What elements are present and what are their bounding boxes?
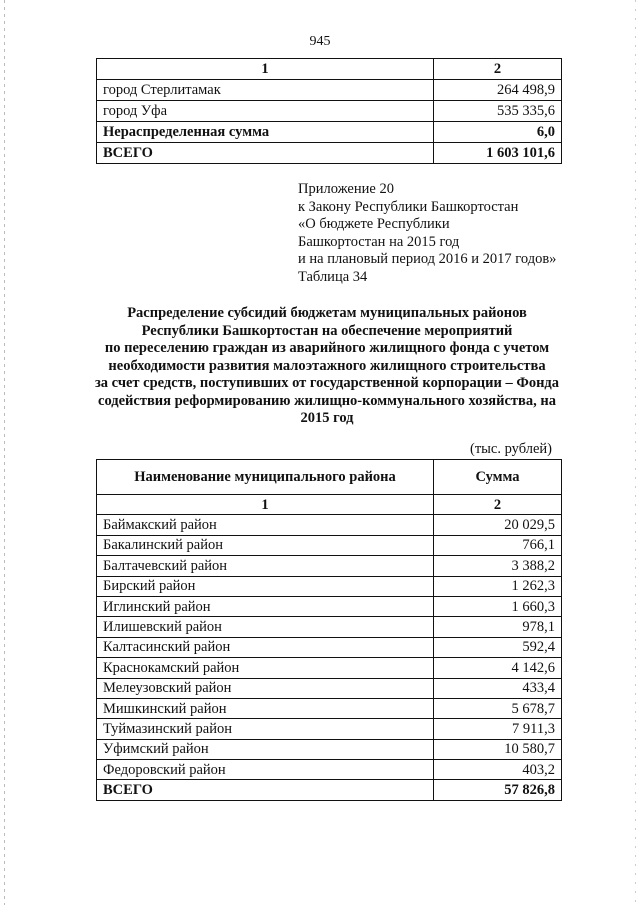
column-number: 1 — [97, 59, 434, 80]
district-name: Иглинский район — [97, 596, 434, 616]
district-name: Федоровский район — [97, 760, 434, 780]
table-row — [97, 719, 562, 739]
district-name: Туймазинский район — [97, 719, 434, 739]
table-row — [97, 658, 562, 678]
table-row — [97, 556, 562, 576]
appendix-line: Приложение 20 — [298, 181, 394, 197]
row-name: город Стерлитамак — [97, 80, 434, 101]
column-number-row — [97, 495, 562, 515]
district-amount: 1 660,3 — [434, 596, 562, 616]
table-row — [97, 760, 562, 780]
column-number: 1 — [97, 495, 434, 515]
column-header-name: Наименование муниципального района — [97, 460, 434, 495]
appendix-line: Башкортостан на 2015 год — [298, 233, 460, 250]
district-name: Уфимский район — [97, 739, 434, 759]
table-row — [97, 576, 562, 596]
total-row — [97, 780, 562, 800]
column-header-sum: Сумма — [434, 460, 562, 495]
table-row — [97, 122, 562, 143]
title-line: 2015 год — [300, 410, 354, 426]
scan-edge-left — [4, 0, 5, 905]
district-amount: 1 262,3 — [434, 576, 562, 596]
page-number: 945 — [309, 34, 331, 49]
district-name: Мишкинский район — [97, 698, 434, 718]
district-amount: 978,1 — [434, 617, 562, 637]
district-amount: 7 911,3 — [434, 719, 562, 739]
table-row — [97, 80, 562, 101]
district-name: Балтачевский район — [97, 556, 434, 576]
table-row — [97, 617, 562, 637]
total-label: ВСЕГО — [97, 780, 434, 800]
district-amount: 403,2 — [434, 760, 562, 780]
district-name: Бирский район — [97, 576, 434, 596]
district-amount: 5 678,7 — [434, 698, 562, 718]
table-row — [97, 678, 562, 698]
column-number: 2 — [434, 59, 562, 80]
district-name: Бакалинский район — [97, 535, 434, 555]
title-line: Распределение субсидий бюджетам муниципальных районов — [127, 305, 527, 321]
scan-edge-right — [635, 0, 636, 905]
district-amount: 10 580,7 — [434, 739, 562, 759]
district-name: Калтасинский район — [97, 637, 434, 657]
table-row — [97, 596, 562, 616]
table-body — [97, 515, 562, 780]
table-row — [97, 698, 562, 718]
total-value: 57 826,8 — [434, 780, 562, 800]
title-line: необходимости развития малоэтажного жилищного строительства — [108, 357, 546, 374]
appendix-header — [298, 181, 556, 286]
district-amount: 20 029,5 — [434, 515, 562, 535]
appendix-line: и на плановый период 2016 и 2017 годов» — [298, 251, 557, 267]
table-title — [84, 305, 570, 428]
district-name: Илишевский район — [97, 617, 434, 637]
district-name: Баймакский район — [97, 515, 434, 535]
row-value: 6,0 — [434, 122, 562, 143]
table-row — [97, 535, 562, 555]
district-amount: 4 142,6 — [434, 658, 562, 678]
row-name: город Уфа — [97, 101, 434, 122]
column-number: 2 — [434, 495, 562, 515]
table-row — [97, 739, 562, 759]
total-label: ВСЕГО — [97, 143, 434, 164]
row-value: 535 335,6 — [434, 101, 562, 122]
appendix-line: к Закону Республики Башкортостан — [298, 198, 519, 215]
row-name: Нераспределенная сумма — [97, 122, 434, 143]
continued-table — [96, 58, 562, 164]
row-value: 264 498,9 — [434, 80, 562, 101]
district-name: Краснокамский район — [97, 658, 434, 678]
total-value: 1 603 101,6 — [434, 143, 562, 164]
district-amount: 592,4 — [434, 637, 562, 657]
district-amount: 3 388,2 — [434, 556, 562, 576]
table-header-row — [97, 460, 562, 495]
table-row — [97, 515, 562, 535]
district-amount: 433,4 — [434, 678, 562, 698]
title-line: содействия реформированию жилищно-коммунального хозяйства, на — [98, 392, 556, 409]
district-amount: 766,1 — [434, 535, 562, 555]
title-line: за счет средств, поступивших от государственной корпорации – Фонда — [94, 375, 560, 391]
appendix-line: Таблица 34 — [298, 268, 368, 285]
subsidy-table — [96, 459, 562, 801]
district-name: Мелеузовский район — [97, 678, 434, 698]
unit-label: (тыс. рублей) — [470, 441, 552, 457]
total-row — [97, 143, 562, 164]
table-header-row — [97, 59, 562, 80]
title-line: по переселению граждан из аварийного жилищного фонда с учетом — [104, 340, 550, 356]
title-line: Республики Башкортостан на обеспечение мероприятий — [141, 322, 513, 339]
appendix-line: «О бюджете Республики — [298, 216, 450, 232]
table-row — [97, 637, 562, 657]
table-row — [97, 101, 562, 122]
